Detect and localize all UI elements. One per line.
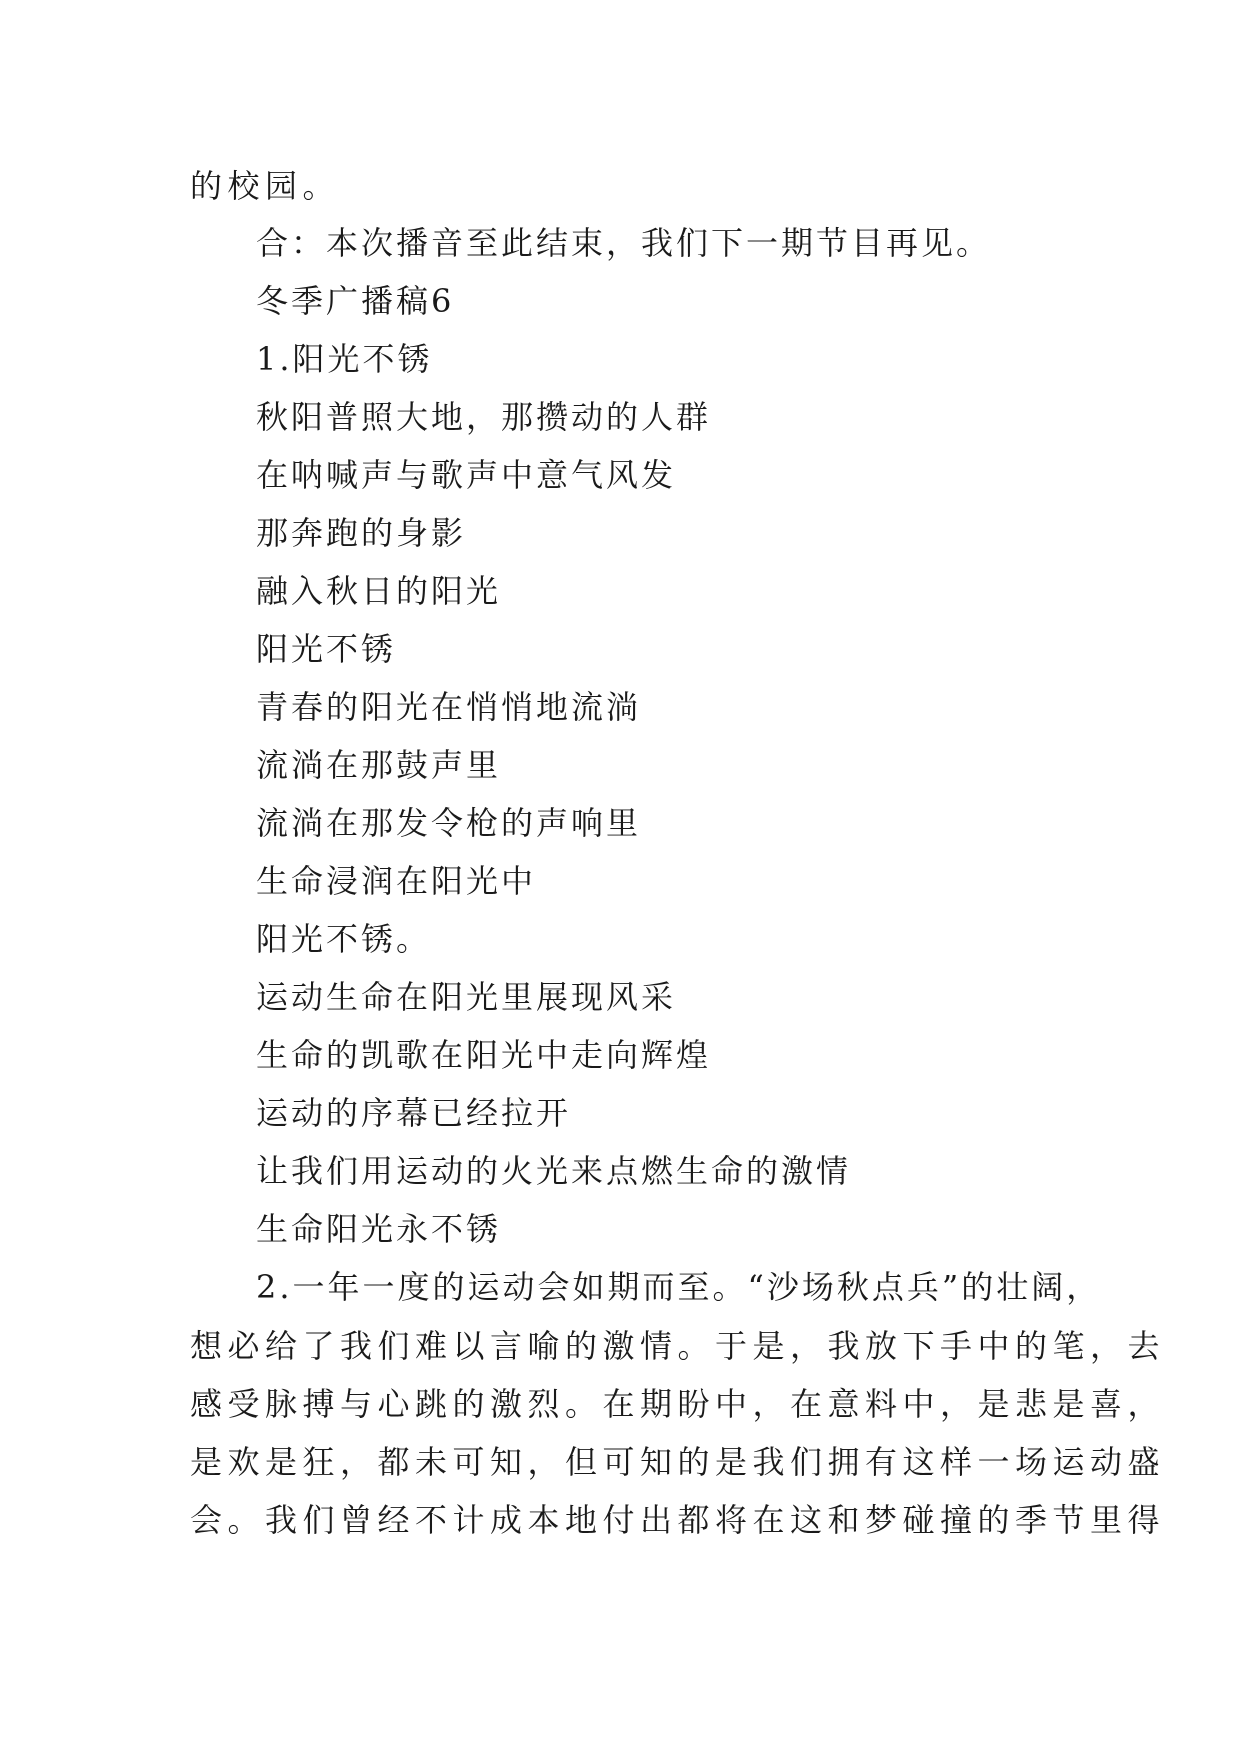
text-line-5: 秋阳普照大地，那攒动的人群 [256, 398, 712, 436]
text-line-15: 运动生命在阳光里展现风采 [256, 978, 677, 1016]
text-line-16: 生命的凯歌在阳光中走向辉煌 [256, 1036, 712, 1074]
text-line-18: 让我们用运动的火光来点燃生命的激情 [256, 1152, 852, 1190]
text-line-22: 感受脉搏与心跳的激烈。在期盼中，在意料中，是悲是喜， [190, 1385, 1166, 1423]
text-line-12: 流淌在那发令枪的声响里 [256, 804, 642, 842]
text-line-6: 在呐喊声与歌声中意气风发 [256, 456, 677, 494]
text-line-11: 流淌在那鼓声里 [256, 746, 502, 784]
text-line-1: 的校园。 [190, 167, 341, 205]
text-line-19: 生命阳光永不锈 [256, 1210, 502, 1248]
text-line-13: 生命浸润在阳光中 [256, 862, 537, 900]
text-line-14: 阳光不锈。 [256, 920, 432, 958]
text-line-9: 阳光不锈 [256, 630, 397, 668]
text-line-23: 是欢是狂，都未可知，但可知的是我们拥有这样一场运动盛 [190, 1443, 1166, 1481]
text-line-3: 冬季广播稿6 [256, 282, 455, 320]
text-line-17: 运动的序幕已经拉开 [256, 1094, 572, 1132]
text-line-8: 融入秋日的阳光 [256, 572, 502, 610]
text-line-4: 1.阳光不锈 [256, 340, 433, 378]
text-line-7: 那奔跑的身影 [256, 514, 467, 552]
text-line-10: 青春的阳光在悄悄地流淌 [256, 688, 642, 726]
text-line-20: 2.一年一度的运动会如期而至。“沙场秋点兵”的壮阔， [256, 1268, 1102, 1306]
text-line-24: 会。我们曾经不计成本地付出都将在这和梦碰撞的季节里得 [190, 1501, 1166, 1539]
text-line-2: 合：本次播音至此结束，我们下一期节目再见。 [256, 224, 992, 262]
text-line-21: 想必给了我们难以言喻的激情。于是，我放下手中的笔，去 [190, 1327, 1166, 1365]
